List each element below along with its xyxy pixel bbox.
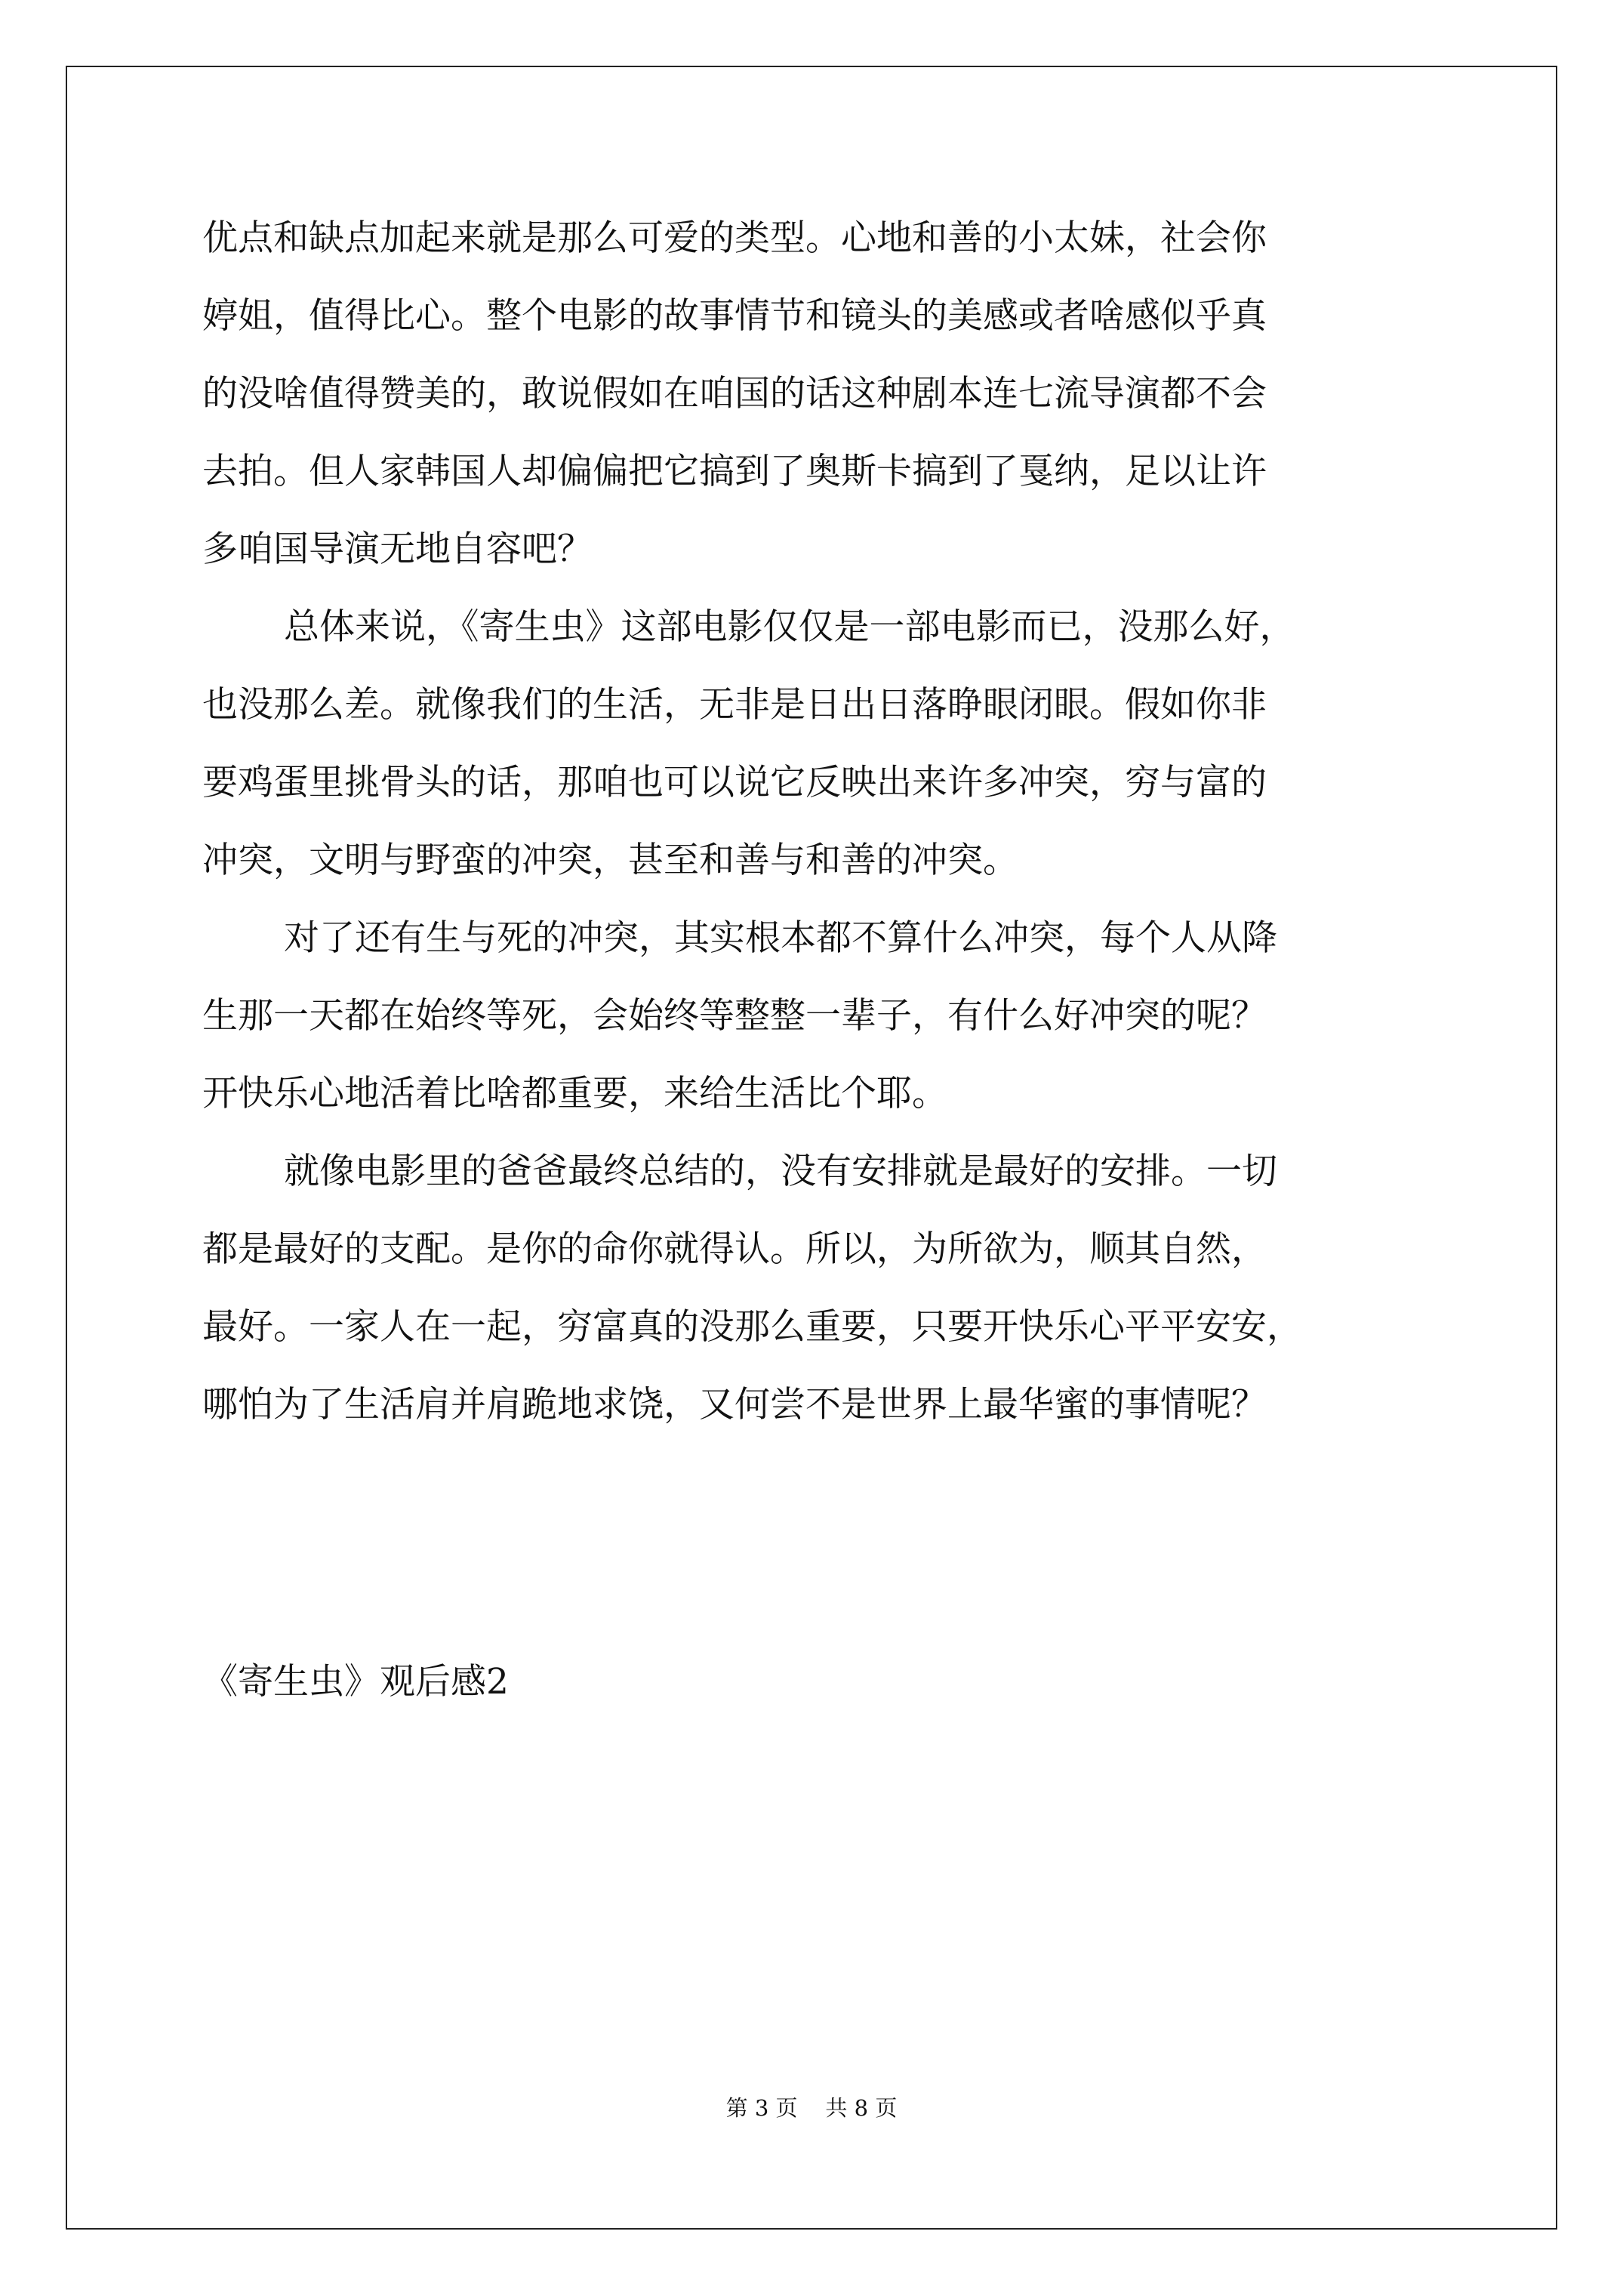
section-heading: 《寄生虫》观后感2 [202,1661,509,1703]
text-line: 也没那么差。就像我们的生活，无非是日出日落睁眼闭眼。假如你非 [202,684,1267,726]
text-line: 最好。一家人在一起，穷富真的没那么重要，只要开快乐心平平安安， [202,1306,1302,1348]
text-line: 冲突，文明与野蛮的冲突，甚至和善与和善的冲突。 [202,840,1018,881]
text-line: 哪怕为了生活肩并肩跪地求饶，又何尝不是世界上最华蜜的事情呢？ [202,1384,1267,1425]
text-line: 优点和缺点加起来就是那么可爱的类型。心地和善的小太妹，社会你 [202,217,1267,259]
text-line: 都是最好的支配。是你的命你就得认。所以，为所欲为，顺其自然， [202,1228,1267,1270]
paragraph-first-line: 对了还有生与死的冲突，其实根本都不算什么冲突，每个人从降 [284,917,1277,959]
text-line: 开快乐心地活着比啥都重要，来给生活比个耶。 [202,1073,947,1114]
text-line: 的没啥值得赞美的，敢说假如在咱国的话这种剧本连七流导演都不会 [202,373,1267,415]
text-line: 要鸡蛋里挑骨头的话，那咱也可以说它反映出来许多冲突，穷与富的 [202,762,1267,803]
text-line: 生那一天都在始终等死，会始终等整整一辈子，有什么好冲突的呢？ [202,995,1267,1037]
text-line: 多咱国导演无地自容吧？ [202,529,593,570]
paragraph-first-line: 总体来说，《寄生虫》这部电影仅仅是一部电影而已，没那么好， [284,606,1295,648]
text-line: 婷姐，值得比心。整个电影的故事情节和镜头的美感或者啥感似乎真 [202,295,1267,337]
page-number-footer: 第 3 页 共 8 页 [725,2095,898,2121]
text-line: 去拍。但人家韩国人却偏偏把它搞到了奥斯卡搞到了戛纳，足以让许 [202,451,1267,492]
document-body [202,199,1433,1444]
paragraph-first-line: 就像电影里的爸爸最终总结的，没有安排就是最好的安排。一切 [284,1151,1277,1192]
